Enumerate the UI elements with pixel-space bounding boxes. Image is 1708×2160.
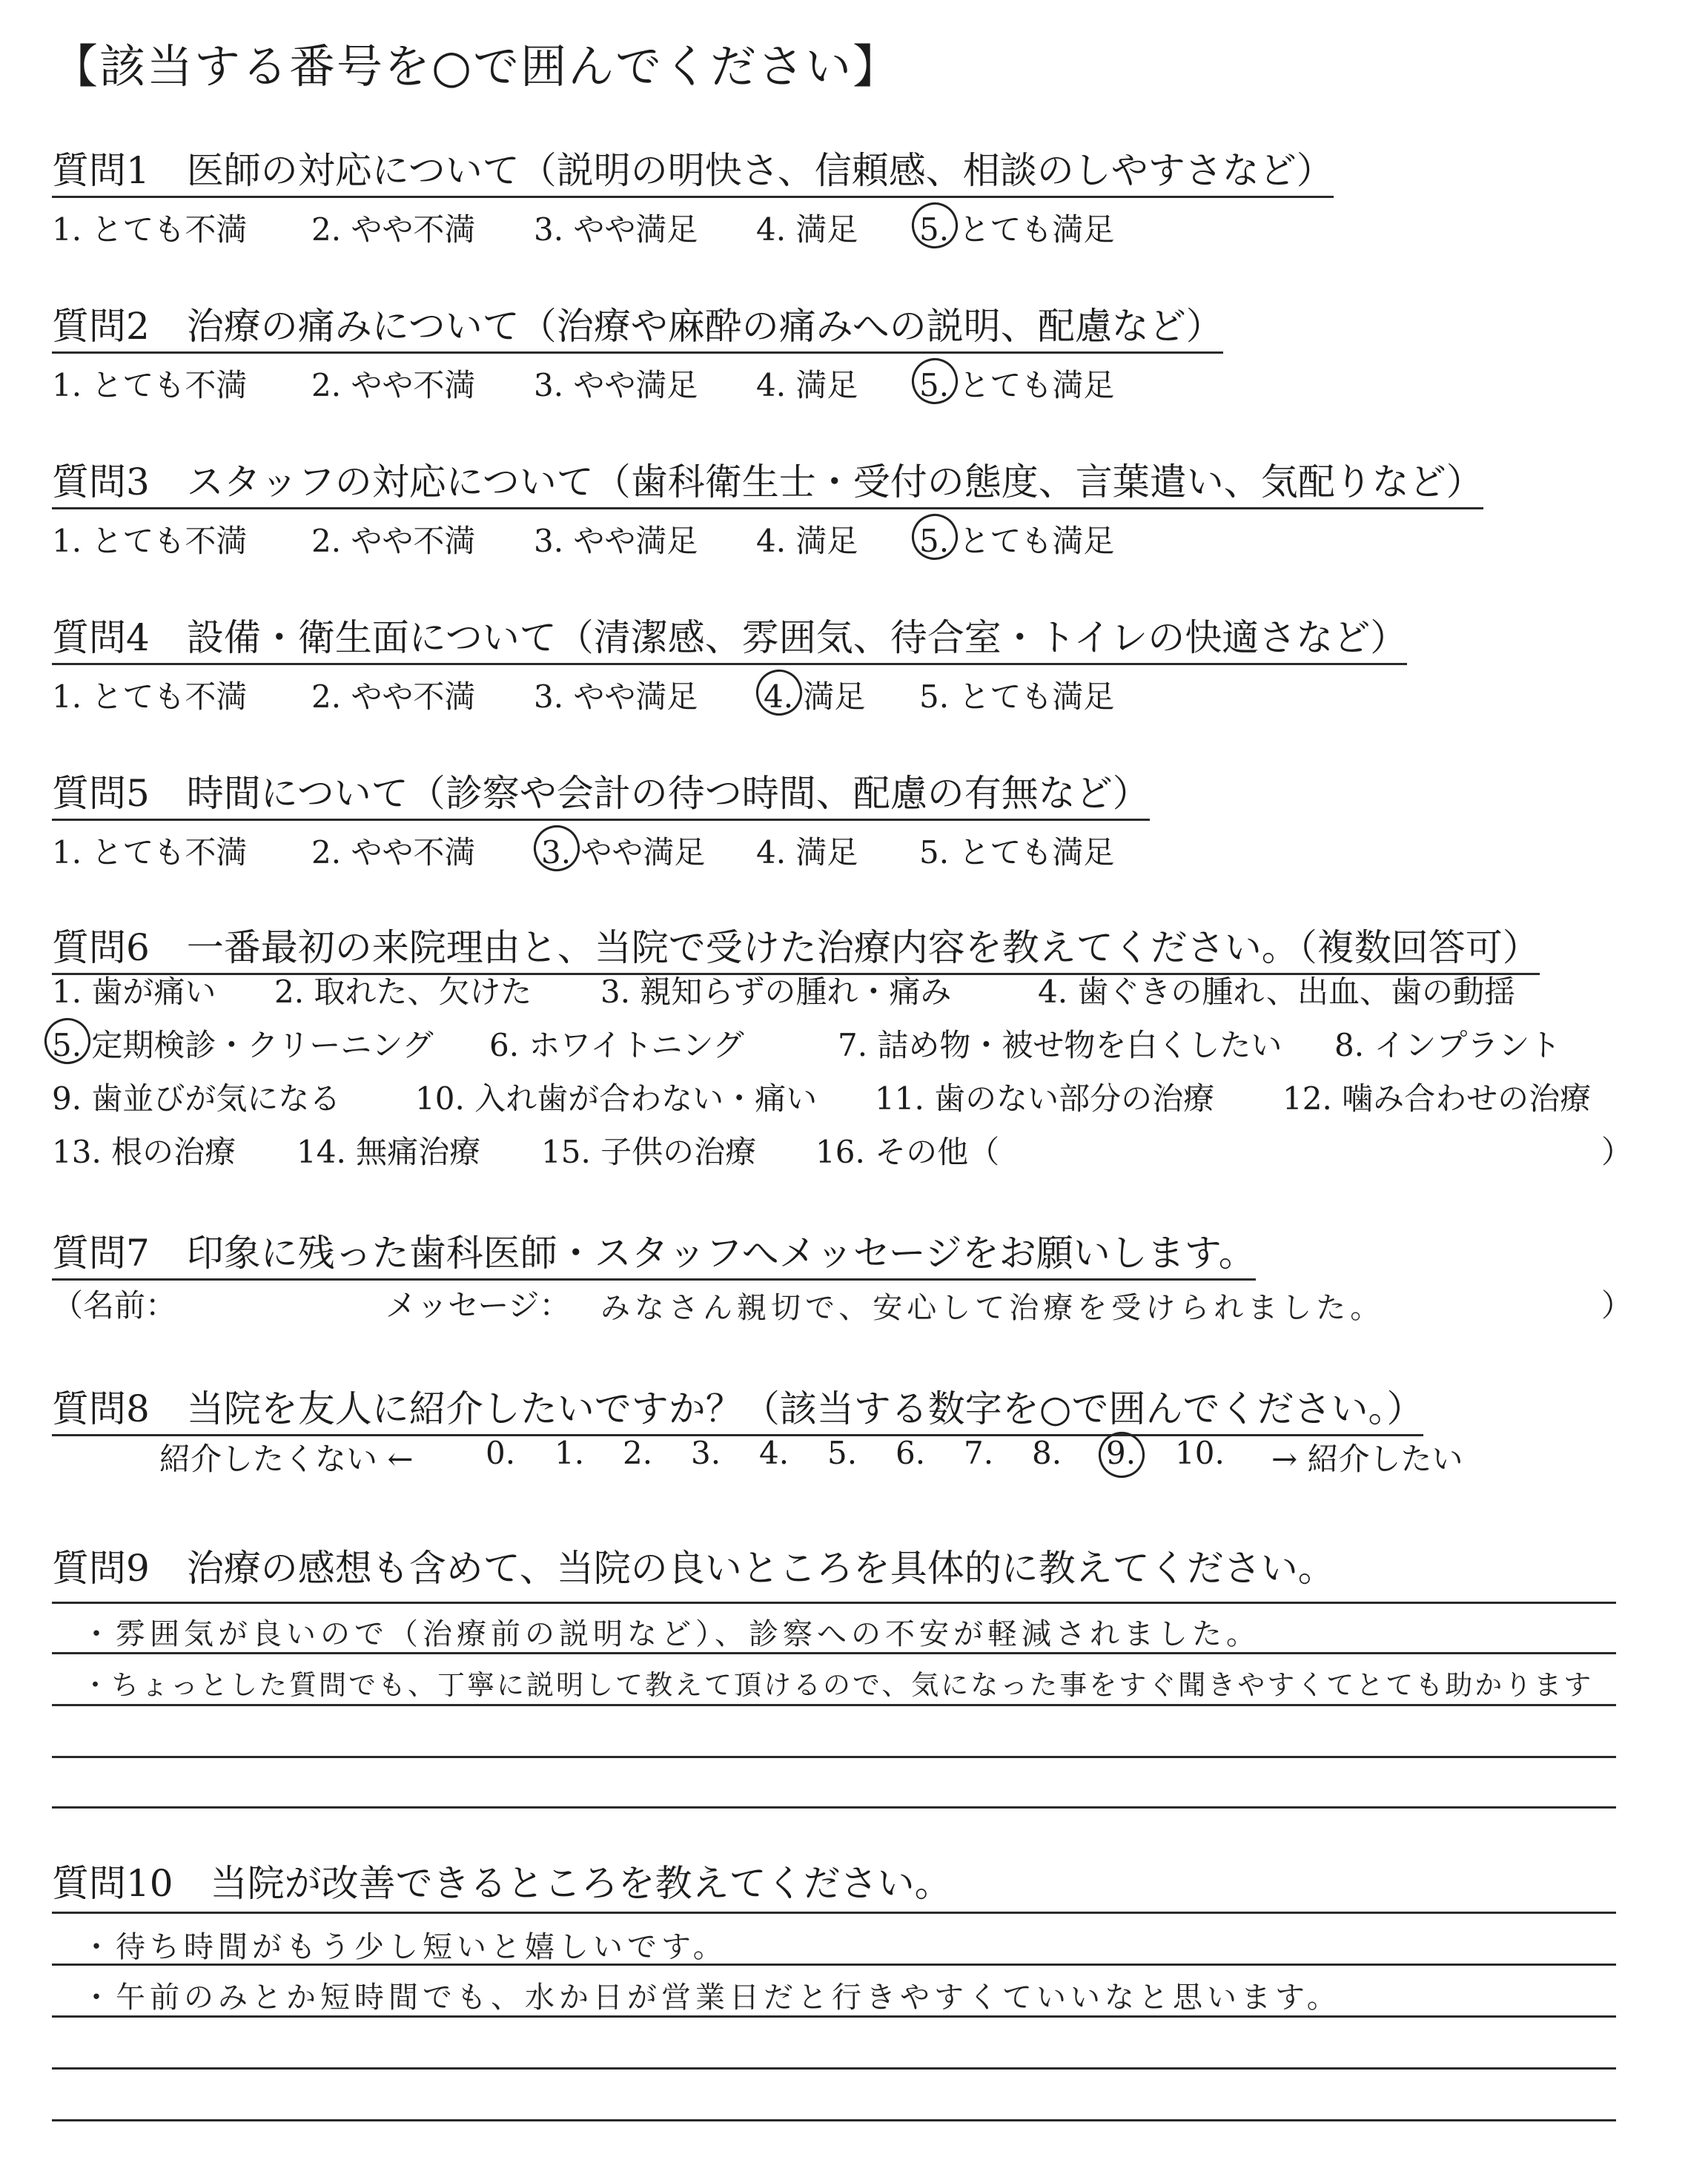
question-2-title: 質問2 治療の痛みについて（治療や麻酔の痛みへの説明、配慮など）	[52, 297, 1223, 354]
option-4-selected[interactable]: 4. 満足	[764, 673, 865, 717]
option-9[interactable]: 9. 歯並びが気になる	[52, 1080, 341, 1117]
scale-8[interactable]: 8.	[1032, 1435, 1062, 1471]
options-row-4	[52, 1128, 1633, 1181]
answer-line	[52, 1964, 1616, 1966]
option-14[interactable]: 14. 無痛治療	[297, 1134, 481, 1170]
options-row-1	[52, 968, 1515, 1021]
question-3-options	[52, 517, 1483, 561]
answer-line	[52, 1704, 1616, 1706]
option-8[interactable]: 8. インプラント	[1334, 1027, 1561, 1063]
question-1	[52, 141, 1334, 250]
scale-5[interactable]: 5.	[827, 1435, 858, 1471]
option-12[interactable]: 12. 噛み合わせの治療	[1282, 1080, 1592, 1117]
question-4-title: 質問4 設備・衛生面について（清潔感、雰囲気、待合室・トイレの快適さなど）	[52, 608, 1407, 665]
question-4	[52, 608, 1407, 717]
option-15[interactable]: 15. 子供の治療	[541, 1134, 757, 1170]
option-5-selected[interactable]: 5. とても満足	[919, 361, 1114, 406]
question-10	[52, 1854, 952, 1907]
answer-line	[52, 1756, 1616, 1758]
question-1-title: 質問1 医師の対応について（説明の明快さ、信頼感、相談のしやすさなど）	[52, 141, 1334, 198]
question-3-title: 質問3 スタッフの対応について（歯科衛生士・受付の態度、言葉遣い、気配りなど）	[52, 452, 1483, 509]
question-8	[52, 1379, 1423, 1436]
option-5[interactable]: 5. とても満足	[919, 834, 1115, 871]
question-5	[52, 764, 1150, 873]
option-1[interactable]: 1. とても不満	[52, 678, 248, 715]
option-10[interactable]: 10. 入れ歯が合わない・痛い	[415, 1080, 818, 1117]
option-3[interactable]: 3. やや満足	[534, 367, 698, 403]
question-6-title: 質問6 一番最初の来院理由と、当院で受けた治療内容を教えてください。（複数回答可）	[52, 918, 1540, 975]
question-6	[52, 918, 1540, 975]
scale-3[interactable]: 3.	[691, 1435, 721, 1471]
option-13[interactable]: 13. 根の治療	[52, 1134, 236, 1170]
question-4-options	[52, 673, 1407, 717]
scale-1[interactable]: 1.	[555, 1435, 585, 1471]
option-2[interactable]: 2. やや不満	[311, 523, 476, 559]
handwritten-answer-1: ・待ち時間がもう少し短いと嬉しいです。	[82, 1930, 727, 1964]
scale-9-selected[interactable]: 9.	[1106, 1435, 1136, 1471]
option-2[interactable]: 2. やや不満	[311, 367, 476, 403]
scale-2[interactable]: 2.	[623, 1435, 653, 1471]
question-5-title: 質問5 時間について（診察や会計の待つ時間、配慮の有無など）	[52, 764, 1150, 821]
answer-line	[52, 1602, 1616, 1604]
handwritten-answer-2: ・午前のみとか短時間でも、水か日が営業日だと行きやすくていいなと思います。	[82, 1981, 1341, 2015]
question-8-title: 質問8 当院を友人に紹介したいですか？（該当する数字を○で囲んでください。）	[52, 1379, 1423, 1436]
option-1[interactable]: 1. とても不満	[52, 834, 248, 871]
option-11[interactable]: 11. 歯のない部分の治療	[875, 1080, 1215, 1117]
message-row	[52, 1281, 1633, 1333]
options-row-3	[52, 1074, 1592, 1128]
option-6[interactable]: 6. ホワイトニング	[489, 1027, 744, 1063]
handwritten-message: みなさん親切で、安心して治療を受けられました。	[600, 1291, 1385, 1325]
option-4[interactable]: 4. 歯ぐきの腫れ、出血、歯の動揺	[1038, 974, 1515, 1010]
answer-line	[52, 2067, 1616, 2070]
question-10-title: 質問10 当院が改善できるところを教えてください。	[52, 1862, 952, 1905]
option-4[interactable]: 4. 満足	[756, 523, 858, 559]
option-3-selected[interactable]: 3. やや満足	[541, 828, 705, 873]
question-3	[52, 452, 1483, 561]
option-3[interactable]: 3. やや満足	[534, 211, 698, 248]
option-1[interactable]: 1. とても不満	[52, 523, 248, 559]
option-4[interactable]: 4. 満足	[756, 211, 858, 248]
options-row-2	[52, 1021, 1561, 1074]
answer-line	[52, 1806, 1616, 1809]
option-1[interactable]: 1. 歯が痛い	[52, 974, 216, 1010]
answer-line	[52, 2119, 1616, 2121]
scale-7[interactable]: 7.	[964, 1435, 994, 1471]
option-16-other[interactable]: 16. その他（	[815, 1134, 1000, 1170]
answer-line	[52, 2015, 1616, 2018]
question-7	[52, 1223, 1256, 1281]
option-2[interactable]: 2. やや不満	[311, 211, 476, 248]
question-9-title: 質問9 治療の感想も含めて、当院の良いところを具体的に教えてください。	[52, 1547, 1335, 1590]
other-close-paren: ）	[1601, 1134, 1633, 1170]
question-7-title: 質問7 印象に残った歯科医師・スタッフへメッセージをお願いします。	[52, 1223, 1256, 1281]
option-3[interactable]: 3. やや満足	[534, 523, 698, 559]
option-4[interactable]: 4. 満足	[756, 367, 858, 403]
scale-low-label: 紹介したくない ←	[159, 1441, 414, 1477]
option-4[interactable]: 4. 満足	[756, 834, 858, 871]
handwritten-answer-2: ・ちょっとした質問でも、丁寧に説明して教えて頂けるので、気になった事をすぐ聞きやすくてとても助かります	[82, 1669, 1594, 1701]
question-9	[52, 1539, 1335, 1592]
option-1[interactable]: 1. とても不満	[52, 211, 248, 248]
handwritten-answer-1: ・雰囲気が良いので（治療前の説明など）、診察への不安が軽減されました。	[82, 1617, 1260, 1651]
instruction-header: 【該当する番号を○で囲んでください】	[52, 39, 901, 93]
question-1-options	[52, 205, 1334, 250]
answer-line	[52, 1912, 1616, 1914]
question-2-options	[52, 361, 1223, 406]
scale-0[interactable]: 0.	[486, 1435, 516, 1471]
option-1[interactable]: 1. とても不満	[52, 367, 248, 403]
answer-line	[52, 1652, 1616, 1654]
scale-10[interactable]: 10.	[1175, 1435, 1225, 1471]
option-2[interactable]: 2. やや不満	[311, 834, 476, 871]
message-close-paren: ）	[1601, 1287, 1633, 1324]
name-label: （名前：	[52, 1287, 177, 1324]
option-3[interactable]: 3. 親知らずの腫れ・痛み	[600, 974, 952, 1010]
scale-6[interactable]: 6.	[896, 1435, 926, 1471]
option-5-selected[interactable]: 5. とても満足	[919, 205, 1114, 250]
message-label: メッセージ：	[385, 1287, 571, 1324]
option-7[interactable]: 7. 詰め物・被せ物を白くしたい	[838, 1027, 1282, 1063]
scale-high-label: → 紹介したい	[1271, 1441, 1463, 1477]
scale-4[interactable]: 4.	[759, 1435, 790, 1471]
option-2[interactable]: 2. やや不満	[311, 678, 476, 715]
question-5-options	[52, 828, 1150, 873]
option-5-selected[interactable]: 5. 定期検診・クリーニング	[52, 1021, 434, 1066]
question-6-options	[52, 968, 1633, 1181]
option-5[interactable]: 5. とても満足	[919, 678, 1115, 715]
option-3[interactable]: 3. やや満足	[534, 678, 698, 715]
option-5-selected[interactable]: 5. とても満足	[919, 517, 1114, 561]
question-2	[52, 297, 1223, 406]
option-2[interactable]: 2. 取れた、欠けた	[274, 974, 532, 1010]
